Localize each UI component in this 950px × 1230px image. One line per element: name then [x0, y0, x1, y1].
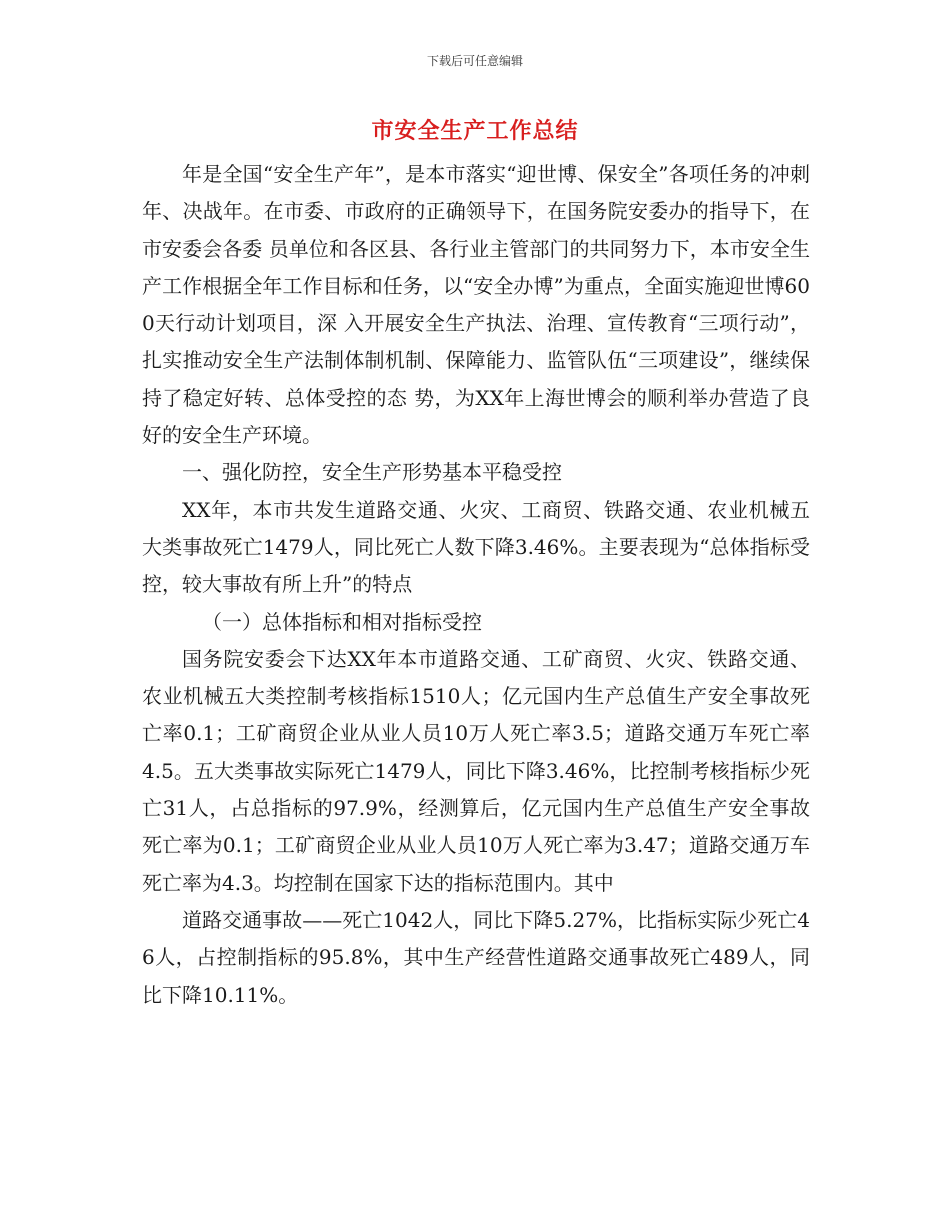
- paragraph-intro: 年是全国“安全生产年”，是本市落实“迎世博、保安全”各项任务的冲刺年、决战年。在市委、市政府的正确领导下，在国务院安委办的指导下，在市安委会各委 员单位和各区县、各行业主管部门的共同努力下，本市安全生产工作根据全年工作目标和任务，以“安全办博”为重点，全面实施迎世博600天行动计划项目，深 入开展安全生产执法、治理、宣传教育“三项行动”，扎实推动安全生产法制体制机制、保障能力、监管队伍“三项建设”，继续保持了稳定好转、总体受控的态 势，为XX年上海世博会的顺利举办营造了良好的安全生产环境。: [142, 162, 810, 448]
- subsection-heading-1: （一）总体指标和相对指标受控: [202, 609, 482, 634]
- paragraph-road-traffic: 道路交通事故——死亡1042人，同比下降5.27%，比指标实际少死亡46人，占控制指标的95.8%，其中生产经营性道路交通事故死亡489人，同比下降10.11%。: [142, 907, 810, 1007]
- section-heading-1: 一、强化防控，安全生产形势基本平稳受控: [182, 460, 562, 485]
- document-body: [142, 156, 810, 1014]
- document-title: 市安全生产工作总结: [371, 118, 579, 144]
- page-header: 下载后可任意编辑: [426, 54, 523, 68]
- paragraph-indicators: 国务院安委会下达XX年本市道路交通、工矿商贸、火灾、铁路交通、农业机械五大类控制考核指标1510人；亿元国内生产总值生产安全事故死亡率0.1；工矿商贸企业从业人员10万人死亡率3.5；道路交通万车死亡率4.5。五大类事故实际死亡1479人，同比下降3.46%，比控制考核指标少死 亡31人，占总指标的97.9%，经测算后，亿元国内生产总值生产安全事故死亡率为0.1；工矿商贸企业从业人员10万人死亡率为3.47；道路交通万车 死亡率为4.3。均控制在国家下达的指标范围内。其中: [142, 646, 810, 895]
- paragraph-overview: XX年，本市共发生道路交通、火灾、工商贸、铁路交通、农业机械五大类事故死亡1479人，同比死亡人数下降3.46%。主要表现为“总体指标受控，较大事故有所上升”的特点: [142, 497, 810, 597]
